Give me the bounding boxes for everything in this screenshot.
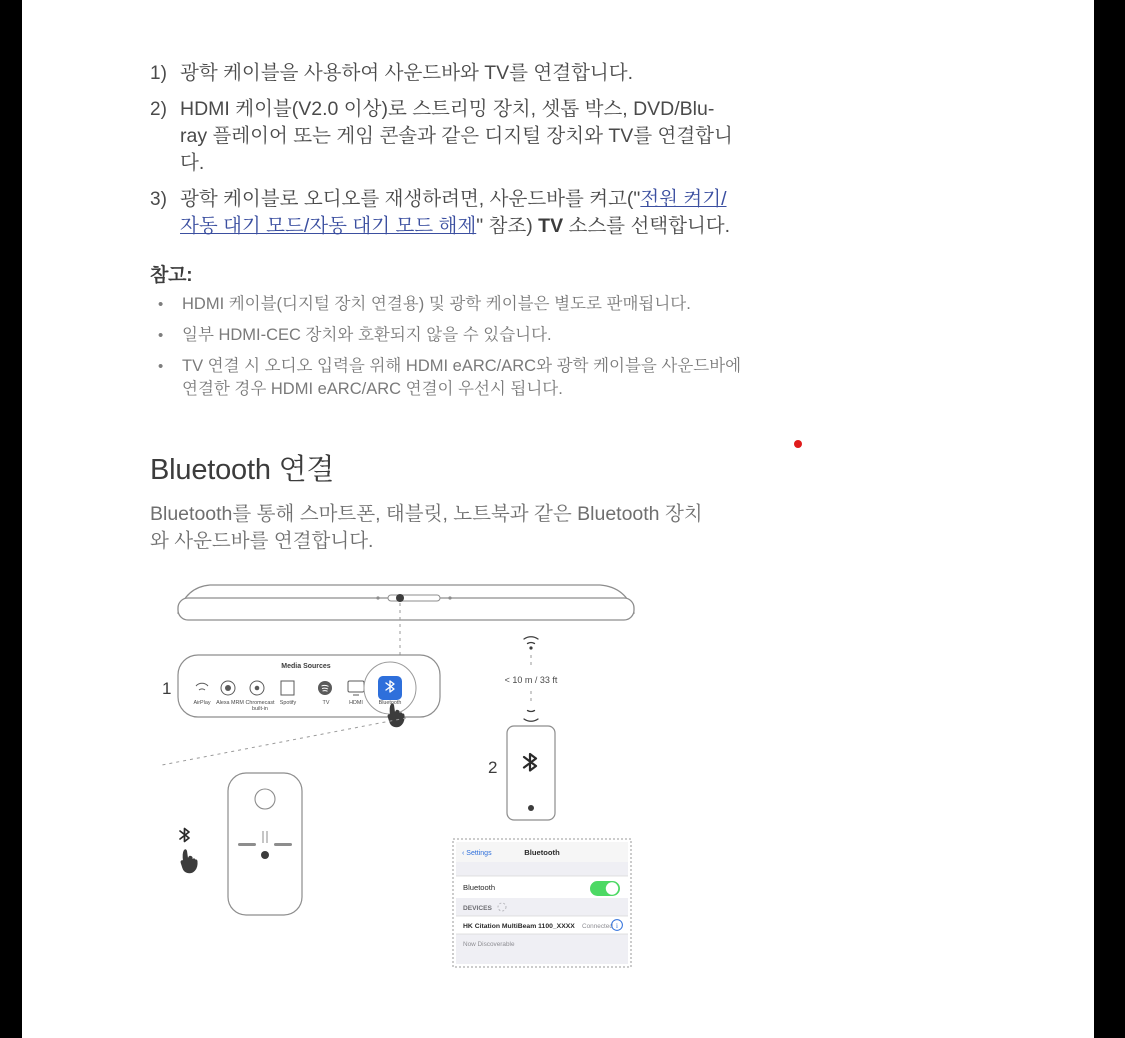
bullet-dot-icon: • — [158, 327, 164, 344]
tv-source-bold: TV — [538, 215, 564, 237]
media-sources-panel — [178, 655, 440, 727]
step-marker: 2) — [150, 99, 167, 120]
figure-step-1-label: 1 — [162, 679, 172, 698]
note-text: 일부 HDMI-CEC 장치와 호환되지 않을 수 있습니다. — [182, 326, 552, 344]
list-item — [150, 355, 910, 401]
svg-text:TV: TV — [322, 700, 330, 706]
step-text: HDMI 케이블(V2.0 이상)로 스트리밍 장치, 셋톱 박스, DVD/Blu-ray 플레이어 또는 게임 콘솔과 같은 디지털 장치와 TV를 연결합니다. — [180, 98, 733, 174]
step-text-before-link: 광학 케이블로 오디오를 재생하려면, 사운드바를 켜고(" — [180, 188, 641, 210]
bullet-dot-icon: • — [158, 296, 164, 313]
figure-step-2-label: 2 — [488, 758, 498, 777]
svg-text:i: i — [616, 922, 618, 930]
list-item — [150, 186, 910, 240]
svg-text:HDMI: HDMI — [349, 700, 363, 706]
discoverable-text: Now Discoverable — [463, 941, 515, 948]
numbered-instruction-list — [150, 60, 910, 240]
hand-cursor-icon — [181, 849, 198, 873]
device-name: HK Citation MultiBeam 1100_XXXX — [463, 923, 575, 930]
devices-label: DEVICES — [463, 905, 492, 912]
step-text-with-link — [180, 186, 740, 240]
step-text-after-link: " 참조) — [476, 215, 539, 237]
phone-bluetooth-settings-screen — [453, 839, 631, 967]
settings-back-link: ‹ Settings — [462, 850, 492, 857]
status-marker-dot — [794, 440, 802, 448]
bullet-dot-icon: • — [158, 358, 164, 375]
settings-title: Bluetooth — [524, 848, 560, 857]
device-status: Connected — [582, 923, 613, 930]
list-item — [150, 324, 910, 348]
svg-text:Spotify: Spotify — [279, 700, 297, 706]
wireless-signal-icon — [524, 637, 538, 650]
bluetooth-toggle-label: Bluetooth — [463, 883, 496, 892]
soundbar-illustration — [178, 585, 634, 620]
list-item — [150, 96, 910, 177]
svg-text:Bluetooth: Bluetooth — [378, 700, 402, 706]
svg-text:Media Sources: Media Sources — [281, 663, 331, 670]
svg-text:AirPlay: AirPlay — [193, 700, 211, 706]
section-description: Bluetooth를 통해 스마트폰, 태블릿, 노트북과 같은 Bluetooth 장치와 사운드바를 연결합니다. — [150, 503, 703, 552]
step-text-tail: 소스를 선택합니다. — [563, 215, 731, 237]
svg-text:built-in: built-in — [252, 706, 268, 712]
distance-label: < 10 m / 33 ft — [504, 675, 558, 685]
note-text: HDMI 케이블(디지털 장치 연결용) 및 광학 케이블은 별도로 판매됩니다. — [182, 295, 691, 313]
page-title: Bluetooth 연결 — [150, 454, 335, 486]
remote-illustration — [228, 773, 302, 915]
phone-illustration — [507, 726, 555, 820]
note-bullet-list — [150, 293, 910, 401]
document-page — [22, 0, 1094, 1038]
note-text: TV 연결 시 오디오 입력을 위해 HDMI eARC/ARC와 광학 케이블을 사운드바에 연결한 경우 HDMI eARC/ARC 연결이 우선시 됩니다. — [182, 357, 742, 398]
bluetooth-icon — [180, 829, 189, 842]
step-text: 광학 케이블을 사용하여 사운드바와 TV를 연결합니다. — [180, 62, 634, 84]
power-mode-link[interactable]: 전원 켜기/자동 대기 모드/자동 대기 모드 해제 — [180, 188, 727, 237]
svg-text:Alexa MRM: Alexa MRM — [216, 700, 244, 706]
bluetooth-pairing-figure — [150, 573, 770, 993]
page-content — [150, 60, 910, 993]
list-item — [150, 60, 910, 87]
note-heading: 참고: — [150, 265, 193, 286]
step-marker: 3) — [150, 189, 167, 210]
list-item — [150, 293, 910, 317]
step-marker: 1) — [150, 63, 167, 84]
svg-text:Chromecast: Chromecast — [245, 700, 275, 706]
